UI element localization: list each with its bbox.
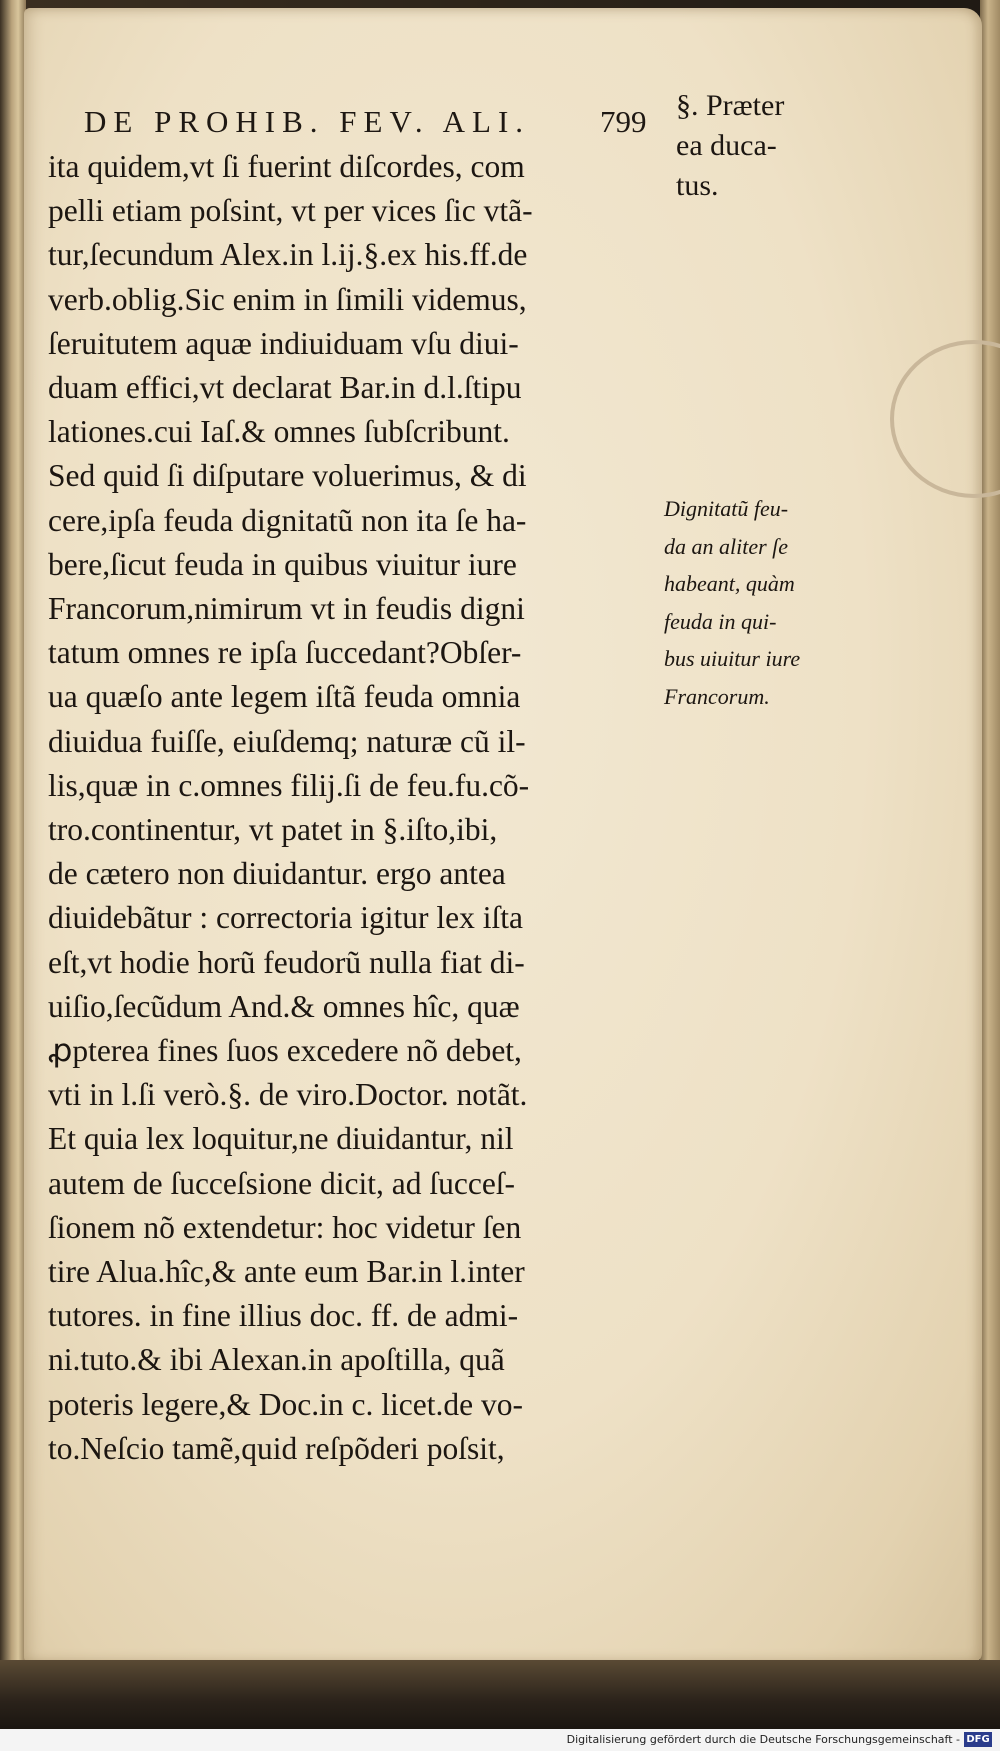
text-line: tur,ſecundum Alex.in l.ij.§.ex his.ff.de: [48, 237, 528, 273]
margin-note-line: habeant, quàm: [664, 571, 795, 596]
text-line: ꝓpterea fines ſuos excedere nõ debet,: [48, 1033, 522, 1069]
text-line: tro.continentur, vt patet in §.iſto,ibi,: [48, 812, 498, 848]
text-line: to.Neſcio tamẽ,quid reſpõderi poſsit,: [48, 1430, 505, 1466]
text-line: poteris legere,& Doc.in c. licet.de vo-: [48, 1386, 523, 1422]
book-bottom-edge: [0, 1660, 1000, 1730]
text-line: verb.oblig.Sic enim in ſimili videmus,: [48, 281, 527, 317]
margin-note-line: ea duca-: [676, 129, 777, 162]
text-line: Sed quid ſi diſputare voluerimus, & di: [48, 458, 527, 494]
fore-edge: [980, 0, 1000, 1700]
text-line: de cætero non diuidantur. ergo antea: [48, 856, 506, 892]
text-line: pelli etiam poſsint, vt per vices ſic vtã-: [48, 193, 533, 229]
margin-note-line: bus uiuitur iure: [664, 646, 801, 671]
text-line: tire Alua.hîc,& ante eum Bar.in l.inter: [48, 1254, 525, 1290]
text-line: diuidebãtur : correctoria igitur lex iſta: [48, 900, 523, 936]
margin-note-line: Francorum.: [664, 683, 770, 709]
dfg-logo: DFG: [964, 1732, 992, 1747]
book-spine-edge: [0, 0, 26, 1751]
text-line: lationes.cui Iaſ.& omnes ſubſcribunt.: [48, 414, 510, 450]
text-line: ita quidem,vt ſi fuerint diſcordes, com: [48, 149, 525, 184]
text-line: ua quæſo ante legem iſtã feuda omnia: [48, 679, 521, 715]
text-line: diuidua fuiſſe, eiuſdemq; naturæ cũ il-: [48, 723, 526, 759]
text-line: tutores. in fine illius doc. ff. de admi-: [48, 1298, 519, 1334]
text-line: duam effici,vt declarat Bar.in d.l.ſtipu: [48, 370, 522, 406]
text-line: ſionem nõ extendetur: hoc videtur ſen: [48, 1209, 522, 1245]
text-line: lis,quæ in c.omnes filij.ſi de feu.fu.cõ-: [48, 767, 530, 803]
text-line: Francorum,nimirum vt in feudis digni: [48, 591, 525, 627]
text-line: eſt,vt hodie horũ feudorũ nulla fiat di-: [48, 944, 525, 980]
body-text: [48, 145, 668, 1471]
text-line: ni.tuto.& ibi Alexan.in apoſtilla, quã: [48, 1342, 505, 1378]
margin-note-line: tus.: [676, 169, 719, 202]
margin-note-praeter: [676, 86, 784, 206]
running-title: DE PROHIB. FEV. ALI.: [84, 104, 531, 139]
margin-note-line: feuda in qui-: [664, 608, 777, 634]
digitization-credit: Digitalisierung gefördert durch die Deutsche Forschungsgemeinschaft -: [566, 1733, 960, 1746]
text-line: tatum omnes re ipſa ſuccedant?Obſer-: [48, 635, 522, 671]
page-number: 799: [600, 104, 647, 139]
text-line: cere,ipſa feuda dignitatũ non ita ſe ha-: [48, 502, 527, 538]
text-line: ſeruitutem aquæ indiuiduam vſu diui-: [48, 325, 519, 361]
margin-note-line: Dignitatũ feu-: [664, 496, 789, 521]
margin-note-line: §. Præter: [676, 89, 785, 122]
text-line: autem de ſucceſsione dicit, ad ſucceſ-: [48, 1165, 516, 1201]
margin-note-line: da an aliter ſe: [664, 533, 789, 559]
text-line: Et quia lex loquitur,ne diuidantur, nil: [48, 1121, 514, 1157]
text-line: uiſio,ſecũdum And.& omnes hîc, quæ: [48, 988, 520, 1024]
text-line: bere,ſicut feuda in quibus viuitur iure: [48, 546, 517, 582]
text-line: vti in l.ſi verò.§. de viro.Doctor. notãt.: [48, 1077, 528, 1113]
margin-note-dignitatum: [664, 490, 800, 715]
